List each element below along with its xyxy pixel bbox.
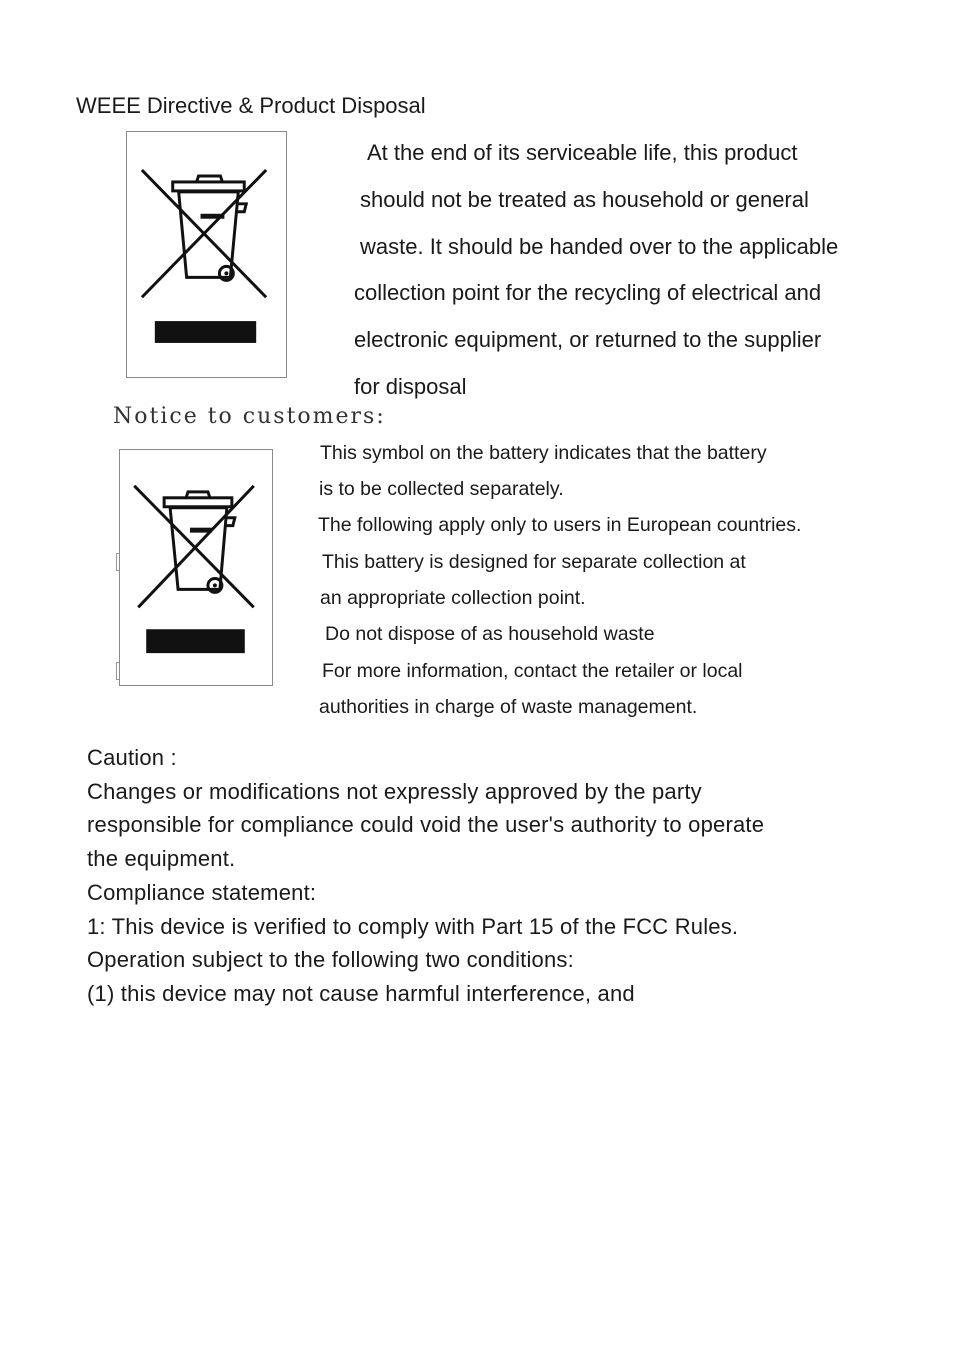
crossed-out-wheelie-bin-icon [120,450,272,685]
notice-text-line: This symbol on the battery indicates that the battery [320,442,767,464]
caution-text-line: Changes or modifications not expressly approved by the party [87,779,702,804]
weee-symbol-box [126,131,287,378]
notice-text-line: is to be collected separately. [319,478,564,500]
battery-symbol-box [119,449,273,686]
caution-text-line: the equipment. [87,846,236,871]
weee-text-line: should not be treated as household or general [360,187,809,212]
weee-text-line: collection point for the recycling of electrical and [354,280,822,305]
notice-text-line: The following apply only to users in European countries. [318,514,802,536]
weee-text-line: At the end of its serviceable life, this product [367,140,798,165]
caution-heading: Caution : [87,745,177,770]
caution-text-line: responsible for compliance could void the user's authority to operate [87,812,765,837]
notice-text-line: authorities in charge of waste management. [319,696,698,718]
compliance-text-line: 1: This device is verified to comply with Part 15 of the FCC Rules. [87,914,739,939]
weee-text-line: waste. It should be handed over to the applicable [360,234,839,259]
compliance-heading: Compliance statement: [87,880,317,905]
notice-text-line: Do not dispose of as household waste [325,623,655,645]
notice-title: Notice to customers: [113,404,386,429]
weee-text-line: electronic equipment, or returned to the supplier [354,327,822,352]
notice-text-line: For more information, contact the retailer or local [322,660,743,682]
notice-text-line: an appropriate collection point. [320,587,586,609]
crossed-out-wheelie-bin-icon [127,132,286,377]
weee-text-line: for disposal [354,374,467,399]
compliance-text-line: Operation subject to the following two conditions: [87,947,574,972]
notice-text-line: This battery is designed for separate collection at [322,551,746,573]
weee-section-title: WEEE Directive & Product Disposal [76,93,426,118]
compliance-text-line: (1) this device may not cause harmful interference, and [87,981,635,1006]
